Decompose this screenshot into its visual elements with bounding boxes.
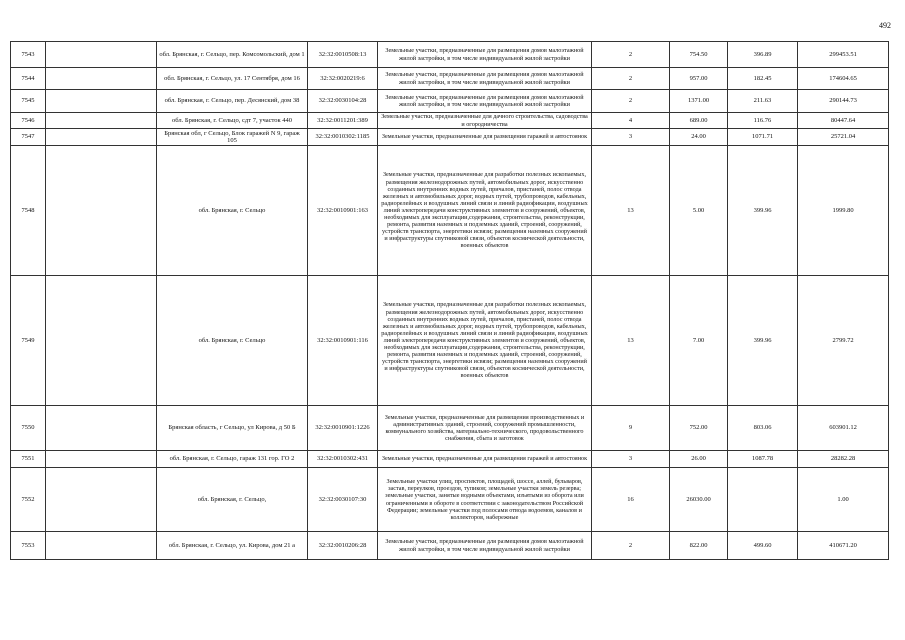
area-cell: 752.00	[670, 406, 728, 451]
table-row	[11, 146, 889, 276]
group-cell: 4	[592, 113, 670, 129]
cadastral-number-cell: 32:32:0010302:1185	[308, 129, 378, 146]
row-number-cell: 7546	[11, 113, 46, 129]
area-cell: 1371.00	[670, 90, 728, 113]
blank-cell	[46, 113, 157, 129]
blank-cell	[46, 451, 157, 468]
group-cell: 3	[592, 451, 670, 468]
specific-value-cell: 396.89	[728, 42, 798, 68]
specific-value-cell: 211.63	[728, 90, 798, 113]
cadastral-number-cell: 32:32:0010901:1226	[308, 406, 378, 451]
specific-value-cell: 116.76	[728, 113, 798, 129]
area-cell: 24.00	[670, 129, 728, 146]
table-row	[11, 468, 889, 532]
area-cell: 754.50	[670, 42, 728, 68]
blank-cell	[46, 146, 157, 276]
cadastral-value-cell: 174604.65	[798, 68, 889, 90]
cadastral-value-cell: 80447.64	[798, 113, 889, 129]
group-cell: 16	[592, 468, 670, 532]
cadastral-value-cell: 25721.04	[798, 129, 889, 146]
group-cell: 3	[592, 129, 670, 146]
cadastral-value-cell: 603901.12	[798, 406, 889, 451]
cadastral-value-cell: 28282.28	[798, 451, 889, 468]
address-cell: обл. Брянская, г. Сельцо, пер. Комсомольский, дом 1	[157, 42, 308, 68]
specific-value-cell: 1087.78	[728, 451, 798, 468]
blank-cell	[46, 406, 157, 451]
cadastral-number-cell: 32:32:0010302:431	[308, 451, 378, 468]
land-use-purpose-cell: Земельные участки улиц, проспектов, площадей, шоссе, аллей, бульваров, застав, переулков, проездов, тупиков; земельные участки земель резерва; земельные участки, занятые водными объектами, изъятыми из оборота или ограниченными в обороте в соответствии с законодательством Российской Федерации; земельные участки под полосами отвода водоемов, каналов и коллекторов, набережные	[378, 468, 592, 532]
area-cell: 26.00	[670, 451, 728, 468]
area-cell: 26030.00	[670, 468, 728, 532]
address-cell: обл. Брянская, г. Сельцо, ул. Кирова, дом 21 а	[157, 532, 308, 560]
row-number-cell: 7544	[11, 68, 46, 90]
address-cell: обл. Брянская, г. Сельцо, гараж 131 гор. ГО 2	[157, 451, 308, 468]
area-cell: 7.00	[670, 276, 728, 406]
table-row	[11, 129, 889, 146]
row-number-cell: 7545	[11, 90, 46, 113]
land-use-purpose-cell: Земельные участки, предназначенные для дачного строительства, садоводства и огородничества	[378, 113, 592, 129]
group-cell: 2	[592, 68, 670, 90]
table-row	[11, 42, 889, 68]
row-number-cell: 7543	[11, 42, 46, 68]
table-row	[11, 68, 889, 90]
area-cell: 5.00	[670, 146, 728, 276]
group-cell: 13	[592, 146, 670, 276]
blank-cell	[46, 68, 157, 90]
row-number-cell: 7550	[11, 406, 46, 451]
group-cell: 2	[592, 532, 670, 560]
area-cell: 957.00	[670, 68, 728, 90]
address-cell: обл. Брянская, г. Сельцо, ул. 17 Сентября, дом 16	[157, 68, 308, 90]
cadastral-number-cell: 32:32:0030107:30	[308, 468, 378, 532]
address-cell: Брянская обл, г Сельцо, Блок гаражей N 9, гараж 105	[157, 129, 308, 146]
land-use-purpose-cell: Земельные участки, предназначенные для размещения гаражей и автостоянок	[378, 451, 592, 468]
blank-cell	[46, 90, 157, 113]
table-row	[11, 532, 889, 560]
land-use-purpose-cell: Земельные участки, предназначенные для размещения гаражей и автостоянок	[378, 129, 592, 146]
specific-value-cell: 803.06	[728, 406, 798, 451]
cadastral-value-cell: 1.00	[798, 468, 889, 532]
area-cell: 822.00	[670, 532, 728, 560]
table-row	[11, 113, 889, 129]
cadastral-value-cell: 2799.72	[798, 276, 889, 406]
land-use-purpose-cell: Земельные участки, предназначенные для размещения домов малоэтажной жилой застройки, в том числе индивидуальной жилой застройки	[378, 68, 592, 90]
table-body	[11, 42, 889, 560]
specific-value-cell: 499.60	[728, 532, 798, 560]
blank-cell	[46, 42, 157, 68]
specific-value-cell	[728, 468, 798, 532]
address-cell: обл. Брянская, г. Сельцо, сдт 7, участок 440	[157, 113, 308, 129]
cadastral-value-cell: 299453.51	[798, 42, 889, 68]
table-row	[11, 90, 889, 113]
group-cell: 13	[592, 276, 670, 406]
specific-value-cell: 399.96	[728, 146, 798, 276]
row-number-cell: 7547	[11, 129, 46, 146]
group-cell: 9	[592, 406, 670, 451]
cadastral-value-cell: 410671.20	[798, 532, 889, 560]
address-cell: обл. Брянская, г. Сельцо,	[157, 468, 308, 532]
table-row	[11, 451, 889, 468]
blank-cell	[46, 532, 157, 560]
land-use-purpose-cell: Земельные участки, предназначенные для разработки полезных ископаемых, размещения железнодорожных путей, автомобильных дорог, искусственно созданных внутренних водных путей, причалов, пристаней, полос отвода железных и автомобильных дорог, водных путей, трубопроводов, кабельных, радиорелейных и воздушных линий связи и линий радиофикации, воздушных линий электропередачи конструктивных элементов и сооружений, объектов, необходимых для эксплуатации,содержания, строительства, реконструкции, ремонта, развития наземных и подземных зданий, строений, сооружений, устройств транспорта, энергетики исвязи; размещения наземных сооружений и инфраструктуры спутниковой связи, объектов космической деятельности, военных объектов	[378, 146, 592, 276]
row-number-cell: 7549	[11, 276, 46, 406]
cadastral-number-cell: 32:32:0030104:28	[308, 90, 378, 113]
address-cell: обл. Брянская, г. Сельцо	[157, 146, 308, 276]
group-cell: 2	[592, 42, 670, 68]
address-cell: Брянская область, г Сельцо, ул Кирова, д 50 Б	[157, 406, 308, 451]
land-use-purpose-cell: Земельные участки, предназначенные для размещения домов малоэтажной жилой застройки, в том числе индивидуальной жилой застройки	[378, 532, 592, 560]
land-use-purpose-cell: Земельные участки, предназначенные для размещения производственных и административных зданий, строений, сооружений промышленности, коммунального хозяйства, материально-технического, продовольственного снабжения, сбыта и заготовок	[378, 406, 592, 451]
cadastral-value-cell: 290144.73	[798, 90, 889, 113]
blank-cell	[46, 276, 157, 406]
land-register-table	[10, 41, 889, 560]
row-number-cell: 7552	[11, 468, 46, 532]
cadastral-number-cell: 32:32:0010206:28	[308, 532, 378, 560]
table-row	[11, 406, 889, 451]
cadastral-value-cell: 1999.80	[798, 146, 889, 276]
land-use-purpose-cell: Земельные участки, предназначенные для размещения домов малоэтажной жилой застройки, в том числе индивидуальной жилой застройки	[378, 90, 592, 113]
address-cell: обл. Брянская, г. Сельцо, пер. Десянский, дом 38	[157, 90, 308, 113]
address-cell: обл. Брянская, г. Сельцо	[157, 276, 308, 406]
cadastral-number-cell: 32:32:0010901:116	[308, 276, 378, 406]
row-number-cell: 7553	[11, 532, 46, 560]
cadastral-number-cell: 32:32:0011201:389	[308, 113, 378, 129]
table-row	[11, 276, 889, 406]
cadastral-number-cell: 32:32:0020219:6	[308, 68, 378, 90]
blank-cell	[46, 468, 157, 532]
page-number: 492	[879, 21, 891, 30]
area-cell: 689.00	[670, 113, 728, 129]
cadastral-number-cell: 32:32:0010901:163	[308, 146, 378, 276]
land-use-purpose-cell: Земельные участки, предназначенные для разработки полезных ископаемых, размещения железнодорожных путей, автомобильных дорог, искусственно созданных внутренних водных путей, причалов, пристаней, полос отвода железных и автомобильных дорог, водных путей, трубопроводов, кабельных, радиорелейных и воздушных линий связи и линий радиофикации, воздушных линий электропередачи конструктивных элементов и сооружений, объектов, необходимых для эксплуатации,содержания, строительства, реконструкции, ремонта, развития наземных и подземных зданий, строений, сооружений, устройств транспорта, энергетики исвязи; размещения наземных сооружений и инфраструктуры спутниковой связи, объектов космической деятельности, военных объектов	[378, 276, 592, 406]
specific-value-cell: 182.45	[728, 68, 798, 90]
land-use-purpose-cell: Земельные участки, предназначенные для размещения домов малоэтажной жилой застройки, в том числе индивидуальной жилой застройки	[378, 42, 592, 68]
specific-value-cell: 1071.71	[728, 129, 798, 146]
row-number-cell: 7551	[11, 451, 46, 468]
cadastral-number-cell: 32:32:0010508:13	[308, 42, 378, 68]
group-cell: 2	[592, 90, 670, 113]
specific-value-cell: 399.96	[728, 276, 798, 406]
row-number-cell: 7548	[11, 146, 46, 276]
blank-cell	[46, 129, 157, 146]
